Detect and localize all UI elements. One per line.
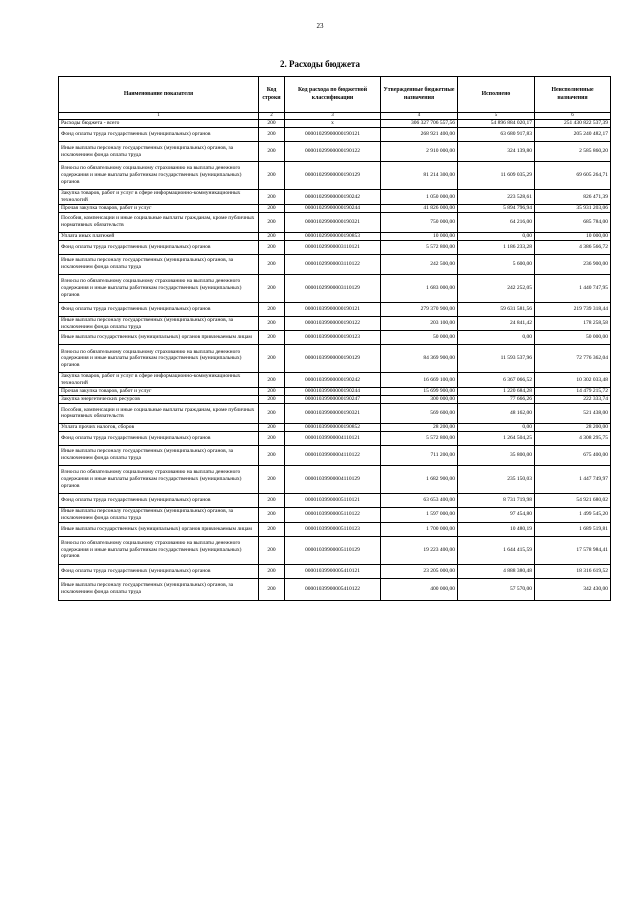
row-line-code: 200 [259, 128, 285, 142]
row-line-code: 200 [259, 522, 285, 536]
row-class-code: 00001029900000190242 [285, 190, 381, 205]
row-class-code: 00001029900000190121 [285, 128, 381, 142]
row-line-code: 200 [259, 445, 285, 465]
row-approved: 203 100,00 [381, 316, 458, 331]
header-class-code: Код расхода по бюджетной классификации [285, 77, 381, 113]
row-name: Фонд оплаты труда государственных (муниципальных) органов [59, 240, 259, 254]
column-number: 6 [535, 113, 611, 120]
row-name: Закупка товаров, работ и услуг в сфере информационно-коммуникационных технологий [59, 190, 259, 205]
row-name: Фонд оплаты труда государственных (муниципальных) органов [59, 431, 259, 445]
row-line-code: 200 [259, 240, 285, 254]
row-executed: 35 800,00 [458, 445, 535, 465]
row-executed: 324 139,80 [458, 142, 535, 162]
row-name: Взносы по обязательному социальному страхованию на выплаты денежного содержания и иные выплаты работникам государственных (муниципальных) органов [59, 465, 259, 493]
page-number: 23 [316, 22, 324, 30]
row-class-code: 00001029900000190853 [285, 232, 381, 240]
table-header-row [59, 77, 611, 113]
row-executed: 54 896 884 020,17 [458, 120, 535, 128]
row-name: Уплата прочих налогов, сборов [59, 423, 259, 431]
row-executed: 59 631 581,56 [458, 302, 535, 316]
row-unexecuted: 10 302 033,48 [535, 373, 611, 388]
row-name: Иные выплаты персоналу государственных (муниципальных) органов, за исключением фонда оплаты труда [59, 445, 259, 465]
row-line-code: 200 [259, 373, 285, 388]
row-unexecuted: 1 440 747,95 [535, 274, 611, 302]
row-executed: 10 480,19 [458, 522, 535, 536]
table-row [59, 564, 611, 578]
row-class-code: 00001029900000190129 [285, 162, 381, 190]
header-unexecuted: Неисполненные назначения [535, 77, 611, 113]
row-class-code: 00001039900005110121 [285, 493, 381, 507]
row-unexecuted: 17 578 984,41 [535, 536, 611, 564]
row-class-code: 00001029900000190321 [285, 212, 381, 232]
table-row [59, 190, 611, 205]
row-line-code: 200 [259, 431, 285, 445]
row-executed: 64 216,00 [458, 212, 535, 232]
row-executed: 57 570,00 [458, 578, 535, 600]
table-row [59, 445, 611, 465]
row-executed: 5 894 796,94 [458, 204, 535, 212]
row-name: Иные выплаты персоналу государственных (муниципальных) органов, за исключением фонда оплаты труда [59, 254, 259, 274]
row-line-code: 200 [259, 465, 285, 493]
row-unexecuted: 219 739 318,44 [535, 302, 611, 316]
table-row [59, 128, 611, 142]
row-class-code: 00001039900000190129 [285, 345, 381, 373]
row-name: Уплата иных платежей [59, 232, 259, 240]
row-unexecuted: 521 438,00 [535, 403, 611, 423]
row-name: Взносы по обязательному социальному страхованию на выплаты денежного содержания и иные выплаты работникам государственных (муниципальных) органов [59, 274, 259, 302]
row-executed: 1 264 504,25 [458, 431, 535, 445]
row-unexecuted: 14 479 215,72 [535, 388, 611, 396]
row-unexecuted: 28 200,00 [535, 423, 611, 431]
table-row [59, 240, 611, 254]
row-approved: 750 000,00 [381, 212, 458, 232]
row-name: Иные выплаты государственных (муниципальных) органов привлекаемым лицам [59, 331, 259, 345]
row-unexecuted: 222 333,74 [535, 396, 611, 404]
table-row [59, 316, 611, 331]
row-approved: 400 000,00 [381, 578, 458, 600]
row-executed: 223 528,61 [458, 190, 535, 205]
column-number: 1 [59, 113, 259, 120]
row-name: Фонд оплаты труда государственных (муниципальных) органов [59, 128, 259, 142]
row-approved: 1 682 900,00 [381, 465, 458, 493]
row-line-code: 200 [259, 232, 285, 240]
row-executed: 8 731 719,98 [458, 493, 535, 507]
row-unexecuted: 1 447 749,97 [535, 465, 611, 493]
row-unexecuted: 18 316 619,52 [535, 564, 611, 578]
table-row [59, 373, 611, 388]
row-unexecuted: 178 258,58 [535, 316, 611, 331]
row-class-code: 00001039900000190122 [285, 316, 381, 331]
row-line-code: 200 [259, 204, 285, 212]
row-approved: 16 669 100,00 [381, 373, 458, 388]
table-row [59, 493, 611, 507]
row-class-code: 00001039900000190852 [285, 423, 381, 431]
row-name: Фонд оплаты труда государственных (муниципальных) органов [59, 493, 259, 507]
row-unexecuted: 54 921 680,02 [535, 493, 611, 507]
row-line-code: 200 [259, 302, 285, 316]
row-class-code: 00001029900000190244 [285, 204, 381, 212]
row-class-code: 00001039900000190242 [285, 373, 381, 388]
table-row [59, 396, 611, 404]
column-number: 4 [381, 113, 458, 120]
row-class-code: 00001039900000190121 [285, 302, 381, 316]
row-name: Иные выплаты персоналу государственных (муниципальных) органов, за исключением фонда оплаты труда [59, 578, 259, 600]
row-unexecuted: 2 585 860,20 [535, 142, 611, 162]
row-approved: 63 653 400,00 [381, 493, 458, 507]
row-name: Пособия, компенсации и иные социальные выплаты гражданам, кроме публичных нормативных обязательств [59, 212, 259, 232]
row-unexecuted: 342 430,00 [535, 578, 611, 600]
row-unexecuted: 35 931 203,06 [535, 204, 611, 212]
row-executed: 4 888 380,48 [458, 564, 535, 578]
row-approved: 15 699 900,00 [381, 388, 458, 396]
row-unexecuted: 1 689 519,81 [535, 522, 611, 536]
row-line-code: 200 [259, 423, 285, 431]
table-row [59, 162, 611, 190]
row-approved: 5 572 800,00 [381, 240, 458, 254]
row-approved: 268 921 400,00 [381, 128, 458, 142]
column-number: 5 [458, 113, 535, 120]
row-class-code: 00001029900000190122 [285, 142, 381, 162]
row-executed: 11 609 035,29 [458, 162, 535, 190]
table-row [59, 423, 611, 431]
row-line-code: 200 [259, 396, 285, 404]
header-executed: Исполнено [458, 77, 535, 113]
row-class-code: 00001039900004110129 [285, 465, 381, 493]
row-approved: 306 327 706 557,56 [381, 120, 458, 128]
row-name: Иные выплаты персоналу государственных (муниципальных) органов, за исключением фонда оплаты труда [59, 316, 259, 331]
row-approved: 2 910 000,00 [381, 142, 458, 162]
table-row [59, 345, 611, 373]
row-approved: 279 370 900,00 [381, 302, 458, 316]
row-class-code: 00001039900000190321 [285, 403, 381, 423]
row-approved: 1 700 000,00 [381, 522, 458, 536]
table-row [59, 507, 611, 522]
row-line-code: 200 [259, 162, 285, 190]
row-line-code: 200 [259, 254, 285, 274]
row-executed: 77 666,26 [458, 396, 535, 404]
header-approved: Утвержденные бюджетные назначения [381, 77, 458, 113]
row-name: Взносы по обязательному социальному страхованию на выплаты денежного содержания и иные выплаты работникам государственных (муниципальных) органов [59, 345, 259, 373]
row-unexecuted: 50 000,00 [535, 331, 611, 345]
row-executed: 0,00 [458, 232, 535, 240]
row-class-code: 00001039900000190247 [285, 396, 381, 404]
table-row [59, 142, 611, 162]
row-approved: 84 369 900,00 [381, 345, 458, 373]
row-approved: 242 500,00 [381, 254, 458, 274]
table-row [59, 120, 611, 128]
row-unexecuted: 1 499 545,20 [535, 507, 611, 522]
row-executed: 5 600,00 [458, 254, 535, 274]
row-name: Закупка товаров, работ и услуг в сфере информационно-коммуникационных технологий [59, 373, 259, 388]
row-name: Фонд оплаты труда государственных (муниципальных) органов [59, 302, 259, 316]
row-class-code: 00001029900003110129 [285, 274, 381, 302]
row-executed: 48 162,00 [458, 403, 535, 423]
row-executed: 24 841,42 [458, 316, 535, 331]
row-approved: 10 000,00 [381, 232, 458, 240]
row-executed: 235 150,03 [458, 465, 535, 493]
table-row [59, 536, 611, 564]
table-row [59, 232, 611, 240]
row-unexecuted: 251 430 822 537,39 [535, 120, 611, 128]
row-unexecuted: 675 400,00 [535, 445, 611, 465]
table-row [59, 212, 611, 232]
row-class-code: x [285, 120, 381, 128]
row-class-code: 00001029900003110121 [285, 240, 381, 254]
row-approved: 569 600,00 [381, 403, 458, 423]
row-approved: 19 223 400,00 [381, 536, 458, 564]
row-approved: 300 000,00 [381, 396, 458, 404]
row-approved: 41 826 000,00 [381, 204, 458, 212]
row-line-code: 200 [259, 388, 285, 396]
table-row [59, 578, 611, 600]
row-unexecuted: 69 605 264,71 [535, 162, 611, 190]
row-class-code: 00001039900005110129 [285, 536, 381, 564]
table-row [59, 274, 611, 302]
row-class-code: 00001039900004110122 [285, 445, 381, 465]
row-line-code: 200 [259, 212, 285, 232]
row-line-code: 200 [259, 142, 285, 162]
row-class-code: 00001039900000190123 [285, 331, 381, 345]
row-executed: 97 454,80 [458, 507, 535, 522]
column-number: 3 [285, 113, 381, 120]
table-row [59, 302, 611, 316]
row-unexecuted: 4 308 295,75 [535, 431, 611, 445]
row-class-code: 00001029900003110122 [285, 254, 381, 274]
header-name: Наименование показателя [59, 77, 259, 113]
row-executed: 1 644 415,59 [458, 536, 535, 564]
row-name: Закупка энергетических ресурсов [59, 396, 259, 404]
row-executed: 6 367 066,52 [458, 373, 535, 388]
row-name: Расходы бюджета - всего [59, 120, 259, 128]
row-line-code: 200 [259, 493, 285, 507]
row-name: Взносы по обязательному социальному страхованию на выплаты денежного содержания и иные выплаты работникам государственных (муниципальных) органов [59, 536, 259, 564]
row-name: Взносы по обязательному социальному страхованию на выплаты денежного содержания и иные выплаты работникам государственных (муниципальных) органов [59, 162, 259, 190]
row-approved: 50 000,00 [381, 331, 458, 345]
table-row [59, 403, 611, 423]
row-name: Иные выплаты государственных (муниципальных) органов привлекаемым лицам [59, 522, 259, 536]
row-unexecuted: 685 784,00 [535, 212, 611, 232]
row-line-code: 200 [259, 331, 285, 345]
row-name: Прочая закупка товаров, работ и услуг [59, 388, 259, 396]
row-unexecuted: 72 776 362,04 [535, 345, 611, 373]
table-row [59, 431, 611, 445]
row-line-code: 200 [259, 190, 285, 205]
table-row [59, 204, 611, 212]
table-row [59, 522, 611, 536]
row-executed: 1 220 684,28 [458, 388, 535, 396]
row-approved: 1 597 000,00 [381, 507, 458, 522]
table-row [59, 388, 611, 396]
row-class-code: 00001039900005410121 [285, 564, 381, 578]
row-executed: 1 186 233,28 [458, 240, 535, 254]
row-name: Фонд оплаты труда государственных (муниципальных) органов [59, 564, 259, 578]
row-line-code: 200 [259, 536, 285, 564]
table-row [59, 331, 611, 345]
row-executed: 11 593 537,96 [458, 345, 535, 373]
row-approved: 711 200,00 [381, 445, 458, 465]
row-executed: 0,00 [458, 331, 535, 345]
row-name: Иные выплаты персоналу государственных (муниципальных) органов, за исключением фонда оплаты труда [59, 142, 259, 162]
row-unexecuted: 4 386 566,72 [535, 240, 611, 254]
row-line-code: 200 [259, 345, 285, 373]
table-row [59, 465, 611, 493]
row-line-code: 200 [259, 274, 285, 302]
row-approved: 1 683 000,00 [381, 274, 458, 302]
row-name: Прочая закупка товаров, работ и услуг [59, 204, 259, 212]
row-name: Иные выплаты персоналу государственных (муниципальных) органов, за исключением фонда оплаты труда [59, 507, 259, 522]
row-approved: 1 050 000,00 [381, 190, 458, 205]
row-approved: 81 214 300,00 [381, 162, 458, 190]
section-title: 2. Расходы бюджета [280, 59, 360, 69]
row-line-code: 200 [259, 120, 285, 128]
row-unexecuted: 10 000,00 [535, 232, 611, 240]
row-executed: 242 252,05 [458, 274, 535, 302]
row-name: Пособия, компенсации и иные социальные выплаты гражданам, кроме публичных нормативных обязательств [59, 403, 259, 423]
row-executed: 63 680 917,83 [458, 128, 535, 142]
table-body [59, 120, 611, 600]
row-line-code: 200 [259, 507, 285, 522]
table-row [59, 254, 611, 274]
row-class-code: 00001039900005410122 [285, 578, 381, 600]
column-number: 2 [259, 113, 285, 120]
header-line-code: Код строки [259, 77, 285, 113]
row-line-code: 200 [259, 564, 285, 578]
row-approved: 28 200,00 [381, 423, 458, 431]
row-executed: 0,00 [458, 423, 535, 431]
row-line-code: 200 [259, 316, 285, 331]
column-number-row [59, 113, 611, 120]
row-class-code: 00001039900005110123 [285, 522, 381, 536]
row-approved: 23 205 000,00 [381, 564, 458, 578]
row-class-code: 00001039900005110122 [285, 507, 381, 522]
row-class-code: 00001039900004110121 [285, 431, 381, 445]
row-class-code: 00001039900000190244 [285, 388, 381, 396]
row-line-code: 200 [259, 578, 285, 600]
row-unexecuted: 826 471,39 [535, 190, 611, 205]
row-unexecuted: 205 240 482,17 [535, 128, 611, 142]
row-approved: 5 572 800,00 [381, 431, 458, 445]
row-unexecuted: 236 900,00 [535, 254, 611, 274]
row-line-code: 200 [259, 403, 285, 423]
expenses-table [58, 76, 611, 601]
